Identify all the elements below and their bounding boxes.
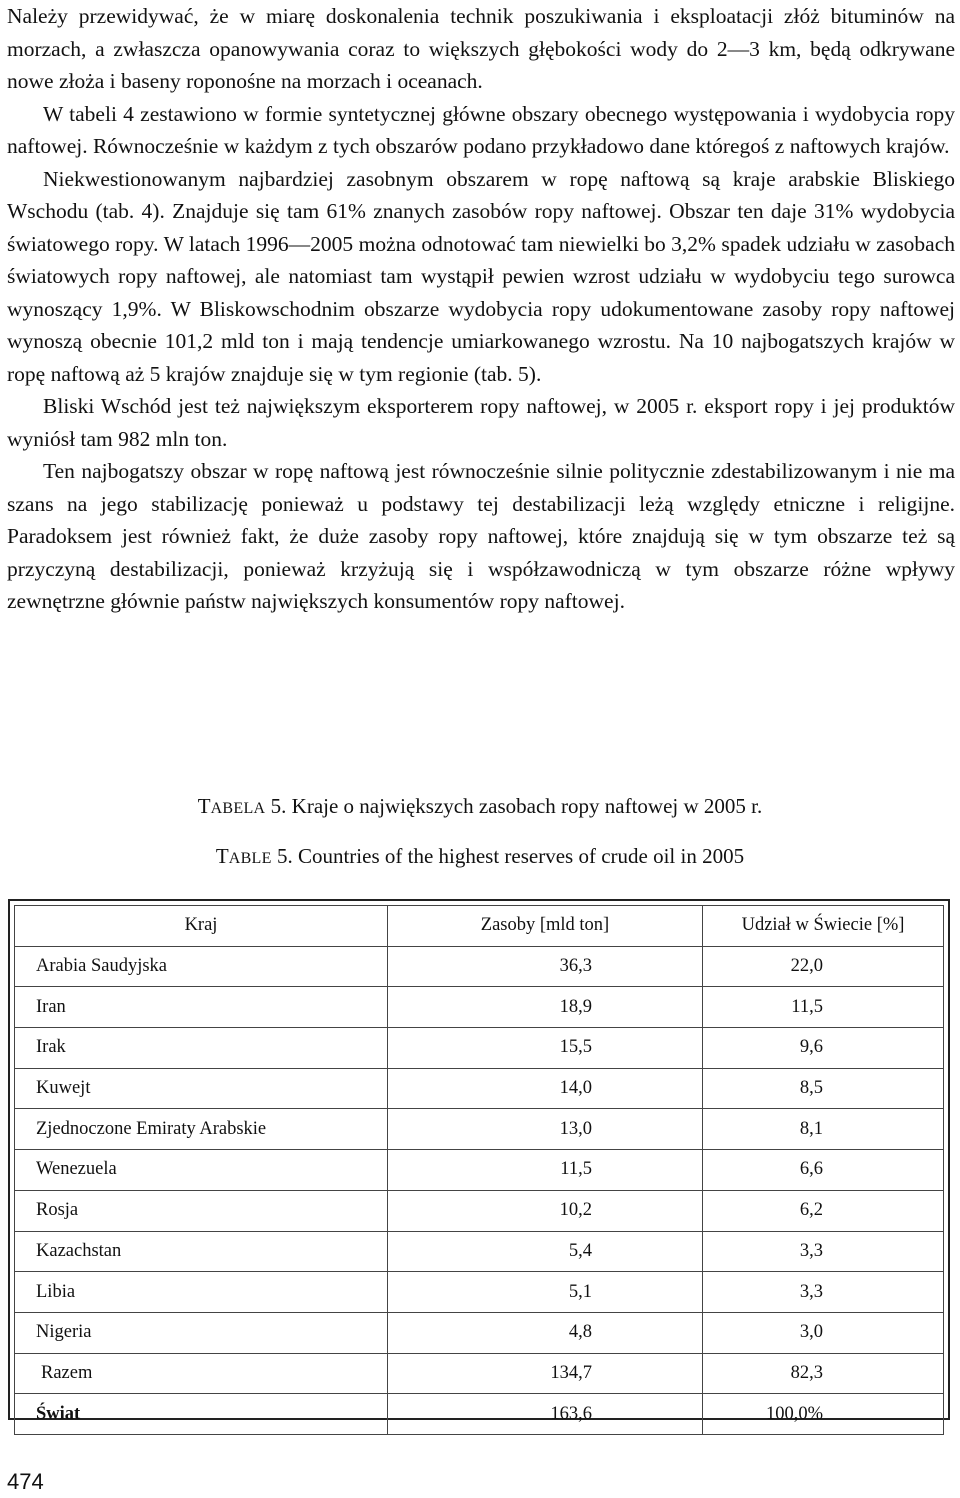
cell-reserves: 14,0 [388, 1068, 703, 1109]
paragraph-3: Niekwestionowanym najbardziej zasobnym obszarem w ropę naftową są kraje arabskie Bliskiego Wschodu (tab. 4). Znajduje się tam 61% znanych zasobów ropy naftowej. Obszar ten daje 31% wydobycia światowego ropy. W latach 1996—2005 można odnotować tam niewielki bo 3,2% spadek udziału w zasobach światowych ropy naftowej, ale natomiast tam wystąpił pewien wzrost udziału w wydobyciu tego surowca wynoszący 1,9%. W Bliskowschodnim obszarze wydobycia ropy udokumentowane zasoby ropy naftowej wynoszą obecnie 101,2 mld ton i mają tendencje umiarkowanego wzrostu. Na 10 najbogatszych krajów w ropę naftową aż 5 krajów znajduje się w tym regionie (tab. 5). [7, 166, 955, 386]
paragraph-4: Bliski Wschód jest też największym eksporterem ropy naftowej, w 2005 r. eksport ropy i jej produktów wyniósł tam 982 mln ton. [7, 394, 955, 451]
cell-share: 82,3 [703, 1353, 944, 1394]
cell-country: Świat [15, 1394, 388, 1435]
table-row [15, 1068, 944, 1109]
reserves-table-frame [8, 899, 950, 1424]
cell-share: 6,2 [703, 1190, 944, 1231]
caption-label-smallcaps: ABELA [210, 800, 266, 817]
cell-share: 3,3 [703, 1272, 944, 1313]
cell-country: Arabia Saudyjska [15, 946, 388, 987]
cell-country: Libia [15, 1272, 388, 1313]
paragraph-2: W tabeli 4 zestawiono w formie syntetycznej główne obszary obecnego występowania i wydobycia ropy naftowej. Równocześnie w każdym z tych obszarów podano przykładowo dane któregoś z naftowych krajów. [7, 101, 955, 158]
cell-country: Nigeria [15, 1312, 388, 1353]
cell-share: 11,5 [703, 987, 944, 1028]
table-row [15, 1109, 944, 1150]
caption-label-number: 5. [265, 794, 287, 818]
table-row [15, 1150, 944, 1191]
cell-reserves: 163,6 [388, 1394, 703, 1435]
caption-label-number: 5. [271, 844, 293, 868]
cell-reserves: 5,1 [388, 1272, 703, 1313]
cell-reserves: 13,0 [388, 1109, 703, 1150]
table-row [15, 1312, 944, 1353]
table-row [15, 1394, 944, 1435]
table-header-row [15, 906, 944, 947]
cell-country: Kazachstan [15, 1231, 388, 1272]
reserves-table [14, 905, 944, 1435]
caption-text: Countries of the highest reserves of crude oil in 2005 [292, 844, 745, 868]
header-reserves: Zasoby [mld ton] [388, 906, 703, 947]
table-caption-polish [0, 794, 960, 819]
table-row [15, 987, 944, 1028]
table-row [15, 946, 944, 987]
table-row [15, 1231, 944, 1272]
table-row [15, 1190, 944, 1231]
cell-share: 9,6 [703, 1028, 944, 1069]
header-share: Udział w Świecie [%] [703, 906, 944, 947]
table-row [15, 1272, 944, 1313]
cell-reserves: 134,7 [388, 1353, 703, 1394]
table-row [15, 1028, 944, 1069]
table-row [15, 1353, 944, 1394]
cell-share: 8,5 [703, 1068, 944, 1109]
paragraph-5: Ten najbogatszy obszar w ropę naftową jest równocześnie silnie politycznie zdestabilizowanym i nie ma szans na jego stabilizację ponieważ u podstawy tej destabilizacji leżą względy etniczne i religijne. Paradoksem jest również fakt, że duże zasoby ropy naftowej, które znajdują się w tym obszarze też są przyczyną destabilizacji, ponieważ krzyżują się i współzawodniczą w tym obszarze różne wpływy zewnętrzne głównie państw największych konsumentów ropy naftowej. [7, 459, 955, 613]
paragraph-1: Należy przewidywać, że w miarę doskonalenia technik poszukiwania i eksploatacji złóż bituminów na morzach, a zwłaszcza opanowywania coraz to większych głębokości wody do 2—3 km, będą odkrywane nowe złoża i baseny roponośne na morzach i oceanach. [7, 4, 955, 93]
cell-share: 22,0 [703, 946, 944, 987]
cell-country: Zjednoczone Emiraty Arabskie [15, 1109, 388, 1150]
page-number: 474 [7, 1469, 44, 1494]
cell-country: Iran [15, 987, 388, 1028]
cell-reserves: 15,5 [388, 1028, 703, 1069]
cell-share: 100,0% [703, 1394, 944, 1435]
body-text [7, 0, 955, 618]
cell-reserves: 36,3 [388, 946, 703, 987]
cell-country: Kuwejt [15, 1068, 388, 1109]
cell-reserves: 10,2 [388, 1190, 703, 1231]
cell-reserves: 11,5 [388, 1150, 703, 1191]
cell-share: 8,1 [703, 1109, 944, 1150]
header-country: Kraj [15, 906, 388, 947]
caption-label-smallcaps: ABLE [228, 850, 272, 867]
cell-reserves: 5,4 [388, 1231, 703, 1272]
cell-share: 6,6 [703, 1150, 944, 1191]
table-body [15, 946, 944, 1434]
cell-country: Irak [15, 1028, 388, 1069]
cell-reserves: 18,9 [388, 987, 703, 1028]
cell-country: Wenezuela [15, 1150, 388, 1191]
caption-label-initial: T [197, 794, 211, 818]
table-caption-english [0, 844, 960, 869]
cell-country: Razem [15, 1353, 388, 1394]
cell-reserves: 4,8 [388, 1312, 703, 1353]
cell-share: 3,3 [703, 1231, 944, 1272]
caption-label-initial: T [215, 844, 229, 868]
caption-text: Kraje o największych zasobach ropy naftowej w 2005 r. [286, 794, 763, 818]
cell-share: 3,0 [703, 1312, 944, 1353]
cell-country: Rosja [15, 1190, 388, 1231]
